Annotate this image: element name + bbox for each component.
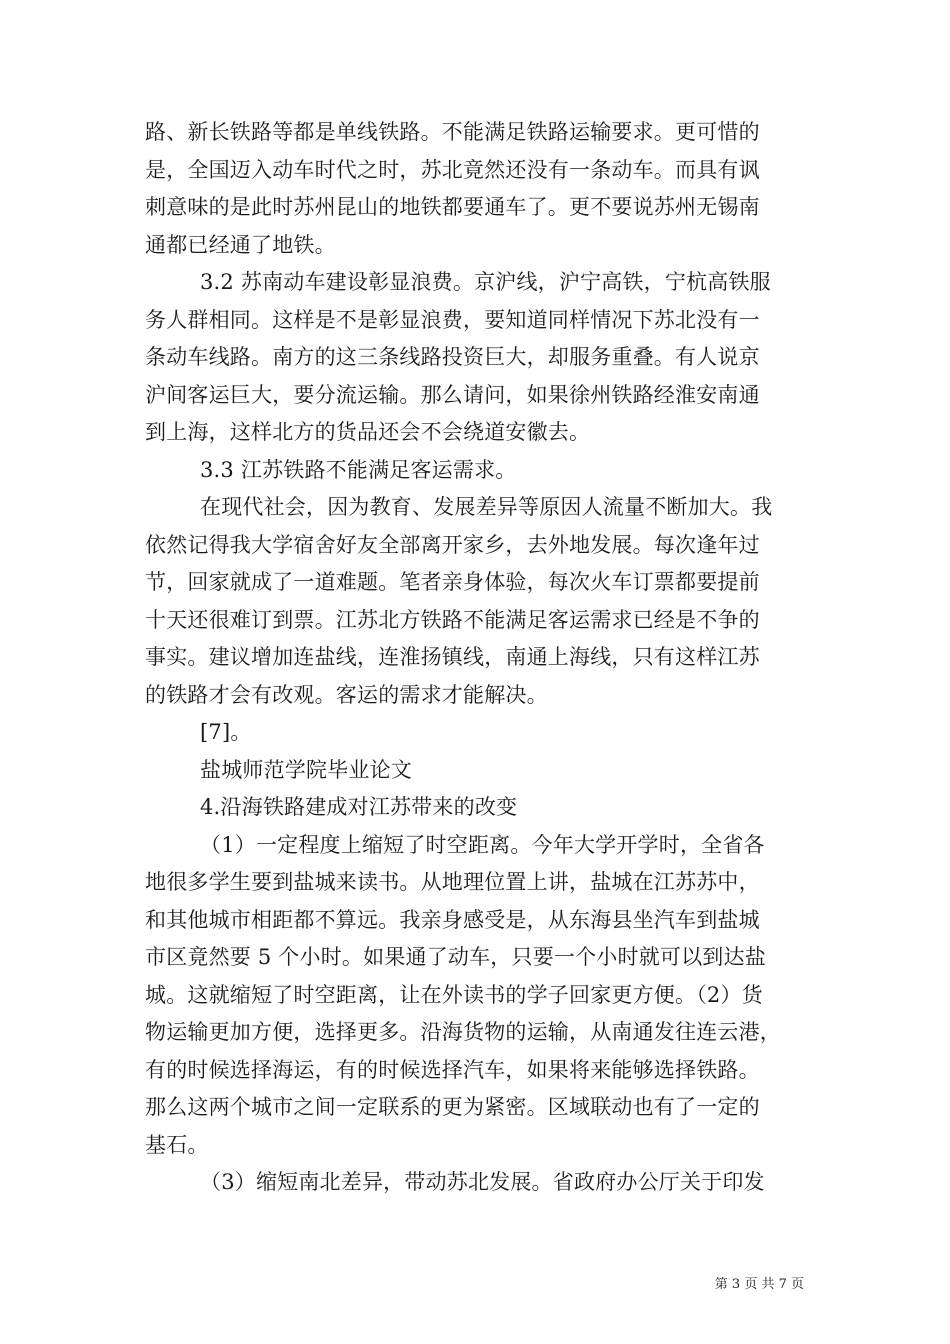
text-line: [7]。 <box>200 720 252 744</box>
text-line: 城。这就缩短了时空距离，让在外读书的学子回家更方便。（2）货 <box>145 982 763 1007</box>
page-number: 第 3 页 共 7 页 <box>714 1277 804 1292</box>
text-line: 是，全国迈入动车时代之时，苏北竟然还没有一条动车。而具有讽 <box>145 157 760 182</box>
text-line: 到上海，这样北方的货品还会不会绕道安徽去。 <box>145 420 591 444</box>
text-line: 通都已经通了地铁。 <box>145 232 336 257</box>
text-line: 和其他城市相距都不算远。我亲身感受是，从东海县坐汽车到盐城 <box>145 907 760 932</box>
text-line: 3.3 江苏铁路不能满足客运需求。 <box>200 457 517 482</box>
text-line: 地很多学生要到盐城来读书。从地理位置上讲，盐城在江苏苏中， <box>145 870 760 894</box>
text-line: 刺意味的是此时苏州昆山的地铁都要通车了。更不要说苏州无锡南 <box>145 195 760 219</box>
text-line: 市区竟然要 5 个小时。如果通了动车，只要一个小时就可以到达盐 <box>145 945 766 969</box>
text-line: 物运输更加方便，选择更多。沿海货物的运输，从南通发往连云港， <box>145 1020 781 1044</box>
text-line: 十天还很难订到票。江苏北方铁路不能满足客运需求已经是不争的 <box>145 607 760 632</box>
text-line: （3）缩短南北差异，带动苏北发展。省政府办公厅关于印发 <box>200 1170 765 1194</box>
text-line: 有的时候选择海运，有的时候选择汽车，如果将来能够选择铁路。 <box>145 1057 760 1082</box>
text-line: 那么这两个城市之间一定联系的更为紧密。区域联动也有了一定的 <box>145 1095 760 1119</box>
text-line: 条动车线路。南方的这三条线路投资巨大，却服务重叠。有人说京 <box>145 345 760 369</box>
text-line: 路、新长铁路等都是单线铁路。不能满足铁路运输要求。更可惜的 <box>145 120 760 144</box>
text-line: 事实。建议增加连盐线，连淮扬镇线，南通上海线，只有这样江苏 <box>145 645 760 669</box>
text-line: 3.2 苏南动车建设彰显浪费。京沪线，沪宁高铁，宁杭高铁服 <box>200 270 771 294</box>
text-line: 在现代社会，因为教育、发展差异等原因人流量不断加大。我 <box>200 495 773 519</box>
text-line: 务人群相同。这样是不是彰显浪费，要知道同样情况下苏北没有一 <box>145 307 760 332</box>
document-body <box>145 114 810 1202</box>
text-line: 4.沿海铁路建成对江苏带来的改变 <box>200 795 518 819</box>
text-line: 基石。 <box>145 1132 209 1157</box>
text-line: 依然记得我大学宿舍好友全部离开家乡，去外地发展。每次逢年过 <box>145 532 760 557</box>
text-line: 节，回家就成了一道难题。笔者亲身体验，每次火车订票都要提前 <box>145 570 760 594</box>
text-line: （1）一定程度上缩短了时空距离。今年大学开学时，全省各 <box>200 832 765 857</box>
text-line: 的铁路才会有改观。客运的需求才能解决。 <box>145 682 548 707</box>
text-line: 沪间客运巨大，要分流运输。那么请问，如果徐州铁路经淮安南通 <box>145 382 760 407</box>
text-line: 盐城师范学院毕业论文 <box>200 757 412 782</box>
